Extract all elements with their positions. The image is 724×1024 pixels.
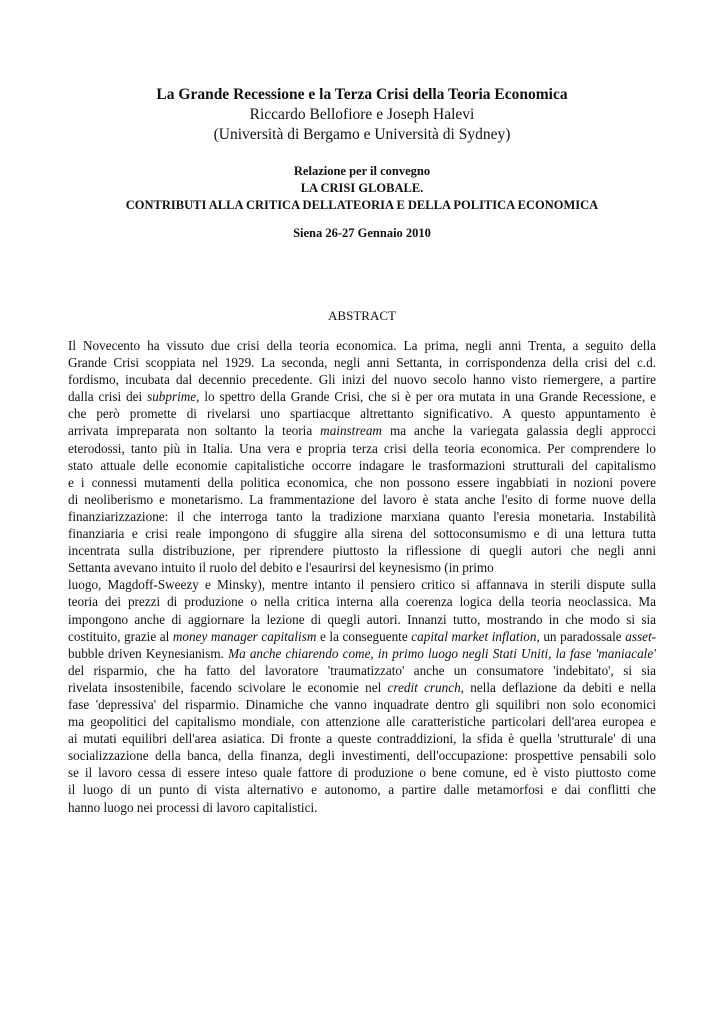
text-segment: Il Novecento ha vissuto due crisi della teoria economica. La prima, negli anni Trenta, a seguito della: [68, 338, 656, 353]
text-segment: incentrata sulla distribuzione, per riprendere piuttosto la riflessione di quegli autori che negli anni: [68, 543, 656, 559]
text-segment: ma geopolitici del capitalismo mondiale, con attenzione alle caratteristiche particolari dell'area europea e: [68, 714, 656, 730]
abstract-line: [68, 508, 656, 525]
abstract-body: [68, 337, 656, 816]
abstract-line: [68, 525, 656, 542]
abstract-line: [68, 388, 656, 405]
text-segment: bubble driven Keynesianism: [68, 645, 221, 661]
italic-term: credit crunch: [387, 679, 461, 695]
text-segment: luogo, Magdoff-Sweezy e Minsky), mentre intanto il pensiero critico si affannava in sterili dispute sulla: [68, 577, 656, 593]
text-segment: Settanta avevano intuito il ruolo del debito e l'esaurirsi del keynesismo (in primo: [68, 560, 494, 576]
text-segment: , lo spettro della Grande Crisi, che si è per ora mutata in una Grande Recessione, e: [196, 389, 656, 405]
abstract-line: [68, 730, 656, 747]
abstract-line: [68, 354, 656, 371]
italic-term: asset-: [625, 628, 657, 644]
text-segment: rivelata insostenibile, facendo scivolare le economie nel: [68, 679, 388, 695]
conference-intro: Relazione per il convegno: [293, 164, 431, 178]
text-segment: stato attuale delle economie capitalistiche occorre indagare le trasformazioni strutturali del capitalismo: [68, 457, 656, 473]
text-segment: il luogo di un punto di vista alternativo e autonomo, a partire dalle metamorfosi e dai conflitti che: [68, 782, 656, 798]
paper-title: La Grande Recessione e la Terza Crisi della Teoria Economica: [156, 86, 568, 103]
text-segment: e la conseguente: [316, 628, 412, 644]
text-segment: , un paradossale: [536, 628, 626, 644]
text-segment: costituito, grazie al: [68, 628, 173, 644]
conference-subtitle: CONTRIBUTI ALLA CRITICA DELLATEORIA E DELLA POLITICA ECONOMICA: [125, 198, 599, 212]
text-segment: , nella deflazione da debiti e nella: [460, 679, 656, 695]
abstract-line: [68, 696, 656, 713]
abstract-line: [68, 781, 656, 798]
text-segment: del risparmio, che ha fatto del lavoratore 'traumatizzato' anche un consumatore 'indebitato', si sia: [68, 662, 656, 678]
abstract-line: [68, 628, 656, 645]
abstract-line: [68, 747, 656, 764]
text-segment: se il lavoro cessa di essere inteso quale fattore di produzione o bene comune, ed è visto piuttosto come: [68, 765, 656, 781]
text-segment: che però promette di rivelarsi uno spartiacque altrettanto significativo. A questo appuntamento è: [68, 406, 656, 422]
italic-term: capital market inflation: [411, 628, 537, 644]
text-segment: ai mutati equilibri dell'area asiatica. Di fronte a queste contraddizioni, la sfida è quella 'strutturale' di una: [68, 731, 656, 747]
italic-term: mainstream: [320, 423, 382, 439]
text-segment: Grande Crisi scoppiata nel 1929. La seconda, negli anni Settanta, in corrispondenza della crisi del c.d.: [68, 355, 656, 371]
text-segment: di neoliberismo e monetarismo. La frammentazione del lavoro è stata anche l'esito di forme nuove della: [68, 491, 656, 507]
abstract-line: [68, 576, 656, 593]
text-segment: finanziarizzazione: il che interroga tanto la tradizione marxiana quanto l'eresia monetaria. Instabilità: [68, 508, 656, 524]
conference-info: [0, 163, 724, 214]
abstract-line: [68, 474, 656, 491]
abstract-line: [68, 457, 656, 474]
italic-term: money manager capitalism: [172, 628, 317, 644]
text-segment: teoria dei prezzi di produzione o nella critica interna alla coerenza logica della teoria neoclassica. Ma: [68, 594, 656, 610]
abstract-line: [68, 662, 656, 679]
abstract-heading: ABSTRACT: [328, 308, 396, 323]
text-segment: arrivata impreparata non soltanto la teoria: [68, 423, 321, 439]
abstract-line: [68, 679, 656, 696]
conference-date: Siena 26-27 Gennaio 2010: [293, 226, 431, 240]
text-segment: e i connessi mutamenti della politica economica, che non possono essere ingabbiati in nozioni povere: [68, 474, 656, 490]
abstract-line: [68, 645, 656, 662]
abstract-line: [68, 799, 656, 816]
italic-term: . Ma anche chiarendo come, in primo luogo negli Stati Uniti, la fase 'maniacale': [220, 645, 656, 661]
text-segment: ma anche la variegata galassia degli approcci: [381, 423, 656, 439]
text-segment: finanziaria e crisi reale impongono di sfuggire alla sirena del sottoconsumismo e di una lettura tutta: [68, 526, 656, 542]
abstract-line: [68, 559, 656, 576]
abstract-line: [68, 593, 656, 610]
abstract-line: [68, 405, 656, 422]
text-segment: eterodossi, tanto più in Italia. Una vera e propria terza crisi della teoria economica. Per comprendere lo: [68, 440, 656, 456]
abstract-line: [68, 764, 656, 781]
abstract-line: [68, 491, 656, 508]
text-segment: fase 'depressiva' del risparmio. Dinamiche che vanno inquadrate dentro gli squilibri non solo economici: [68, 696, 656, 712]
abstract-line: [68, 440, 656, 457]
italic-term: subprime: [147, 389, 197, 405]
abstract-line: [68, 713, 656, 730]
conference-title: LA CRISI GLOBALE.: [300, 181, 424, 195]
text-segment: impongono anche di aggiornare la lezione di quegli autori. Innanzi tutto, mostrando in che modo si sia: [68, 611, 656, 627]
authors: Riccardo Bellofiore e Joseph Halevi: [249, 106, 475, 123]
affiliations: (Università di Bergamo e Università di Sydney): [213, 126, 511, 143]
text-segment: hanno luogo nei processi di lavoro capitalistici.: [68, 799, 318, 815]
text-segment: dalla crisi dei: [68, 389, 148, 405]
text-segment: fordismo, incubata dal decennio precedente. Gli inizi del nuovo secolo hanno visto riemergere, a partire: [68, 372, 656, 388]
abstract-line: [68, 422, 656, 439]
text-segment: socializzazione della banca, della finanza, degli investimenti, dell'occupazione: prospettive pensabili solo: [68, 748, 656, 764]
abstract-line: [68, 371, 656, 388]
abstract-line: [68, 337, 656, 354]
abstract-line: [68, 542, 656, 559]
title-block: [0, 84, 724, 145]
abstract-line: [68, 611, 656, 628]
